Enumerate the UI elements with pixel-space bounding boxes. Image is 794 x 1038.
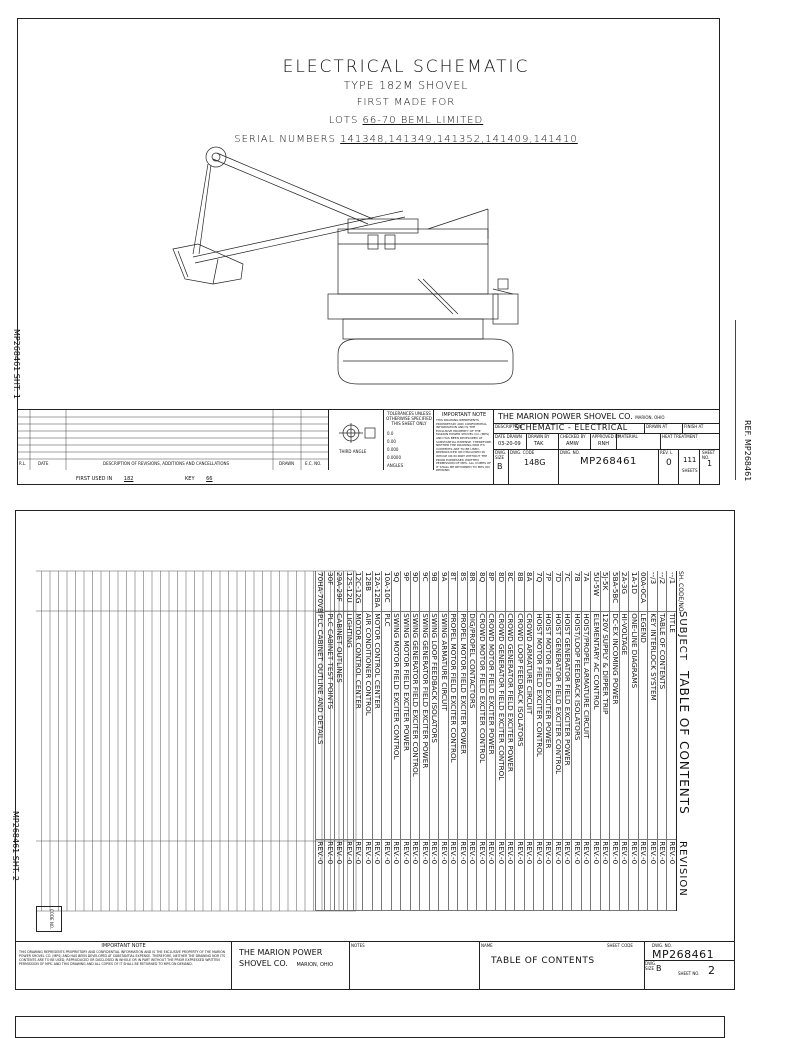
drawn-at-label: DRAWN AT <box>646 424 668 429</box>
toc-revision: REV.-0 <box>383 840 392 911</box>
toc-subject: HOIST/LOOP FEEDBACK ISOLATORS <box>573 612 582 840</box>
toc-code: 7Q <box>535 571 544 612</box>
material-label: MATERIAL <box>618 434 638 439</box>
toc-revision: REV.-0 <box>411 840 420 911</box>
toc-code: 8Q <box>478 571 487 612</box>
toc-code: 7D <box>554 571 563 612</box>
toc-subject: SWING ARMATURE CIRCUIT <box>440 612 449 840</box>
reference-rule <box>735 320 736 480</box>
important-note-block-2: IMPORTANT NOTE THIS DRAWING REPRESENTS PROPRIETARY AND CONFIDENTIAL INFORMATION AND IS THE EXCLUSIVE PROPERTY OF THE MARION POWER SHOVEL CO. (MPS) AND HAS BEEN DEVELOPED AT SUBSTANTIAL EXPENSE. THEREFORE, NEITHER THE DRAWING NOR ITS CONTENTS ARE TO BE USED, REPRODUCED OR DISCLOSED IN WHOLE OR IN PART WITHOUT THE PRIOR EXPRESSED WRITTEN PERMISSION OF MPS. AND THIS DRAWING AND ALL COPIES OF IT SHALL BE RETURNED TO MPS ON DEMAND. <box>16 942 232 990</box>
checked-by-value: AMW <box>566 441 579 447</box>
toc-subject: CABINET OUTLINES <box>335 612 344 840</box>
toc-subject: CROWD GENERATOR FIELD EXCITER POWER <box>506 612 515 840</box>
tolerance-row: 0.0000 <box>387 455 401 460</box>
description-value: SCHEMATIC - ELECTRICAL <box>514 423 628 432</box>
toc-revision: REV.-0 <box>630 840 639 911</box>
company-block-2: THE MARION POWER SHOVEL CO. MARION, OHIO <box>231 942 350 990</box>
sheet2-side-label: MP268461 SHT. 2 <box>11 811 20 882</box>
toc-revision: REV.-0 <box>316 840 325 911</box>
toc-code: 00A-0CA <box>639 571 648 612</box>
col-sh-code: SH. CODE/NO. <box>677 571 684 614</box>
drawing-title: ELECTRICAL SCHEMATIC <box>282 57 530 77</box>
toc-revision: REV.-0 <box>544 840 553 911</box>
tolerance-row: 0.00 <box>387 439 396 444</box>
col-subject: SUBJECT <box>677 611 688 661</box>
company-location: MARION, OHIO <box>635 415 665 420</box>
tolerance-row: 0.0 <box>387 431 394 436</box>
tolerance-block <box>383 409 434 470</box>
lots-line <box>18 115 794 126</box>
company-name: THE MARION POWER SHOVEL CO. MARION, OHIO <box>498 412 665 421</box>
tolerance-row: ANGLES <box>387 463 404 468</box>
first-used-value: 182 <box>123 476 134 482</box>
toc-revision: REV.-0 <box>582 840 591 911</box>
toc-code: 8S <box>459 571 468 612</box>
first-used-label: FIRST USED IN <box>76 476 113 482</box>
toc-code: 7B <box>573 571 582 612</box>
third-angle-label: THIRD ANGLE <box>339 449 367 454</box>
toc-subject: TABLE OF CONTENTS <box>658 612 667 840</box>
toc-revision: REV.-0 <box>649 840 658 911</box>
toc-code: 5U-5W <box>592 571 601 612</box>
toc-revision: REV.-0 <box>335 840 344 911</box>
lots-value: 66-70 BEML LIMITED <box>362 115 484 126</box>
toc-subject: CROWD GENERATOR FIELD EXCITER CONTROL <box>497 612 506 840</box>
toc-subject: SWING GENERATOR FIELD EXCITER POWER <box>421 612 430 840</box>
toc-revision: REV.-0 <box>573 840 582 911</box>
toc-code: 9P <box>402 571 411 612</box>
toc-subject: HOIST MOTOR FIELD EXCITER POWER <box>544 612 553 840</box>
toc-subject: LIGHTING <box>345 612 354 840</box>
heat-treatment-label: HEAT TREATMENT <box>662 434 698 439</box>
approved-by-value: RNH <box>598 441 609 447</box>
toc-code: 30F <box>326 571 335 612</box>
toc-revision: REV.-0 <box>601 840 610 911</box>
toc-revision: REV.-0 <box>535 840 544 911</box>
toc-revision: REV.-0 <box>611 840 620 911</box>
toc-code: --/3 <box>649 571 658 612</box>
toc-code: --/2 <box>658 571 667 612</box>
toc-code: --/1 <box>668 571 677 612</box>
important-note-block <box>433 409 494 473</box>
toc-subject: PROPEL MOTOR FIELD EXCITER CONTROL <box>449 612 458 840</box>
toc-revision: REV.-0 <box>497 840 506 911</box>
toc-code: 5BA-5BC <box>611 571 620 612</box>
toc-code: 8B <box>516 571 525 612</box>
toc-revision: REV.-0 <box>563 840 572 911</box>
toc-revision: REV.-0 <box>668 840 677 911</box>
toc-revision: REV.-0 <box>516 840 525 911</box>
toc-revision: REV.-0 <box>459 840 468 911</box>
toc-subject: MOTOR CONTROL CENTER <box>373 612 382 840</box>
sheet-no-value: 1 <box>707 459 713 468</box>
toc-subject: KEY INTERLOCK SYSTEM <box>649 612 658 840</box>
tolerance-header: TOLERANCES UNLESS OTHERWISE SPECIFIED <box>386 411 432 421</box>
toc-revision: REV.-0 <box>440 840 449 911</box>
dwg-code-label: DWG. CODE <box>510 450 535 455</box>
toc-subject: ELEMENTARY AC CONTROL <box>592 612 601 840</box>
rev-col-rl: R.L. <box>19 461 27 466</box>
description-label: DESCRIPTION <box>495 424 523 429</box>
toc-code: 29A-29F <box>335 571 344 612</box>
toc-code: 12A-12BA <box>373 571 382 612</box>
toc-subject: CROWD LOOP FEEDBACK ISOLATORS <box>516 612 525 840</box>
rev-label: REV. L <box>660 450 673 455</box>
toc-revision: REV.-0 <box>345 840 354 911</box>
important-note-title: IMPORTANT NOTE <box>441 412 487 418</box>
toc-revision: REV.-0 <box>592 840 601 911</box>
toc-subject: 120V SUPPLY & DIPPER TRIP <box>601 612 610 840</box>
rev-col-desc: DESCRIPTION OF REVISIONS, ADDITIONS AND CANCELLATIONS <box>103 461 230 466</box>
toc-code: 7P <box>544 571 553 612</box>
rev-value: 0 <box>666 458 672 468</box>
toc-code: 8T <box>449 571 458 612</box>
name-block: NAME TABLE OF CONTENTS SHEET CODE <box>479 942 645 990</box>
key-label: KEY <box>185 476 195 482</box>
toc-subject: SWING MOTOR FIELD EXCITER POWER <box>402 612 411 840</box>
toc-subject: HI-VOLTAGE <box>620 612 629 840</box>
first-made-for: FIRST MADE FOR <box>356 97 456 108</box>
dwg-size-label: DWG. SIZE <box>495 450 507 460</box>
date-drawn-label: DATE DRAWN <box>495 434 522 439</box>
toc-subject: CROWD ARMATURE CIRCUIT <box>525 612 534 840</box>
toc-revision: REV.-0 <box>468 840 477 911</box>
toc-revision: REV.-0 <box>620 840 629 911</box>
first-used-line <box>76 476 223 482</box>
toc-code: 9C <box>421 571 430 612</box>
toc-subject: SWING MOTOR FIELD EXCITER CONTROL <box>392 612 401 840</box>
toc-code: 1A-1D <box>630 571 639 612</box>
toc-title: TABLE OF CONTENTS <box>677 671 691 815</box>
shovel-type: TYPE 182M SHOVEL <box>343 79 469 92</box>
toc-revision: REV.-0 <box>487 840 496 911</box>
serial-label: SERIAL NUMBERS <box>234 134 336 145</box>
dwg-no-value: MP268461 <box>580 456 637 467</box>
toc-code: 8C <box>506 571 515 612</box>
finish-at-label: FINISH AT <box>684 424 704 429</box>
lots-label: LOTS <box>328 115 359 126</box>
toc-subject: SWING LOOP FEEDBACK ISOLATORS <box>430 612 439 840</box>
toc-code: 2A-3G <box>620 571 629 612</box>
toc-revision: REV.-0 <box>354 840 363 911</box>
sheets-value: 111 <box>683 456 697 464</box>
toc-code: 70HA-70VB <box>316 572 326 613</box>
sheet2-title-strip <box>16 941 734 990</box>
drawn-by-label: DRAWN BY <box>528 434 550 439</box>
toc-subject: PLC CABINET TEST POINTS <box>326 612 335 840</box>
toc-revision: REV.-0 <box>478 840 487 911</box>
key-value: 66 <box>206 476 213 482</box>
toc-subject: DIG/PROPEL CONTACTORS <box>468 612 477 840</box>
toc-code: 9A <box>440 571 449 612</box>
toc-revision: REV.-0 <box>449 840 458 911</box>
toc-code: 8R <box>468 571 477 612</box>
toc-revision: REV.-0 <box>506 840 515 911</box>
shovel-illustration <box>153 139 553 399</box>
checked-by-label: CHECKED BY <box>560 434 586 439</box>
rev-col-ec: E.C. NO. <box>305 461 322 466</box>
toc-subject: CROWD MOTOR FIELD EXCITER POWER <box>487 612 496 840</box>
toc-subject: HOIST MOTOR FIELD EXCITER CONTROL <box>535 612 544 840</box>
toc-revision: REV.-0 <box>430 840 439 911</box>
toc-code: 7C <box>563 571 572 612</box>
toc-code: 9B <box>430 571 439 612</box>
dwg-size-value: B <box>497 462 503 471</box>
toc-subject: PROPEL MOTOR FIELD EXCITER POWER <box>459 612 468 840</box>
toc-code: 10A-10C <box>383 571 392 612</box>
toc-code: 7A <box>582 571 591 612</box>
dwg-no-label: DWG. NO. <box>560 450 580 455</box>
toc-subject: PLC CABINET OUTLINE AND DETAILS <box>316 613 325 840</box>
toc-subject: LEGEND <box>639 612 648 840</box>
toc-code: 9D <box>411 571 420 612</box>
toc-grid <box>36 571 701 911</box>
toc-subject: CROWD MOTOR FIELD EXCITER CONTROL <box>478 612 487 840</box>
toc-subject: ONE-LINE DIAGRAMS <box>630 612 639 840</box>
toc-subject: AIR CONDITIONER CONTROL <box>364 612 373 840</box>
revision-block <box>18 409 328 470</box>
toc-subject: SWING GENERATOR FIELD EXCITER CONTROL <box>411 612 420 840</box>
toc-revision: REV.-0 <box>364 840 373 911</box>
projection-block <box>328 409 384 470</box>
toc-revision: REV.-0 <box>554 840 563 911</box>
dwg-block-2: DWG. NO. MP268461 DWG. SIZE B SHEET NO. 2 <box>644 942 734 990</box>
toc-revision: REV.-0 <box>639 840 648 911</box>
toc-code: 8D <box>497 571 506 612</box>
toc-code: 12S-12U <box>345 571 354 612</box>
dwg-code-value: 148G <box>524 458 546 467</box>
rev-col-drawn: DRAWN <box>279 461 295 466</box>
sheet1-side-label: MP268461 SHT. 1 <box>12 328 21 399</box>
toc-subject: HOIST GENERATOR FIELD EXCITER POWER <box>563 612 572 840</box>
toc-code: 8A <box>525 571 534 612</box>
toc-subject: DC-EX INCOMING POWER <box>611 612 620 840</box>
important-note-text: THIS DRAWING REPRESENTS PROPRIETARY AND CONFIDENTIAL INFORMATION AND IS THE EXCLUSIVE PROPERTY OF THE MARION POWER SHOVEL CO. (MPS) AND HAS BEEN DEVELOPED AT SUBSTANTIAL EXPENSE. THEREFORE, NEITHER THE DRAWING NOR ITS CONTENTS ARE TO BE USED, REPRODUCED OR DISCLOSED IN WHOLE OR IN PART WITHOUT THE PRIOR EXPRESSED WRITTEN PERMISSION OF MPS. ALL COPIES OF IT SHALL BE RETURNED TO MPS ON DEMAND. <box>436 418 492 473</box>
toc-code: 5J-5K <box>601 571 610 612</box>
toc-subject: TITLE <box>668 612 677 840</box>
toc-subject: HOIST/PROPEL ARMATURE CIRCUIT <box>582 612 591 840</box>
toc-subject: PLC <box>383 612 392 840</box>
notes-block: NOTES <box>349 942 480 990</box>
toc-revision: REV.-0 <box>326 840 335 911</box>
title-block <box>493 409 720 485</box>
drawing-sheet-2 <box>11 510 735 990</box>
toc-revision: REV.-0 <box>421 840 430 911</box>
third-angle-icon <box>337 422 377 444</box>
toc-revision: REV.-0 <box>373 840 382 911</box>
drawn-by-value: TAK <box>534 441 544 447</box>
toc-code: 9Q <box>392 571 401 612</box>
toc-subject: MOTOR CONTROL CENTER <box>354 612 363 840</box>
col-revision: REVISION <box>677 841 688 897</box>
serial-value: 141348,141349,141352,141409,141410 <box>340 134 578 145</box>
drawing-sheet-3-edge <box>15 1016 725 1038</box>
toc-code: 12BB <box>364 571 373 612</box>
rev-col-date: DATE <box>38 461 49 466</box>
code-no-box: CODE NO. <box>36 906 62 932</box>
sheet-no-label: SHEET NO. <box>702 450 716 460</box>
drawing-sheet-1 <box>12 18 720 485</box>
approved-by-label: APPROVED BY <box>592 434 621 439</box>
toc-code: 8P <box>487 571 496 612</box>
toc-revision: REV.-0 <box>392 840 401 911</box>
toc-subject: HOIST GENERATOR FIELD EXCITER CONTROL <box>554 612 563 840</box>
toc-revision: REV.-0 <box>525 840 534 911</box>
sheets-label: SHEETS <box>682 468 698 473</box>
toc-revision: REV.-0 <box>402 840 411 911</box>
tolerance-row: 0.000 <box>387 447 399 452</box>
reference-label: REF. MP268461 <box>743 420 752 482</box>
tolerance-sub: THIS SHEET ONLY <box>391 421 427 426</box>
sheet-name: TABLE OF CONTENTS <box>491 956 595 966</box>
toc-revision: REV.-0 <box>658 840 667 911</box>
toc-code: 12C-12G <box>354 571 363 612</box>
date-drawn-value: 03-20-09 <box>498 441 521 447</box>
